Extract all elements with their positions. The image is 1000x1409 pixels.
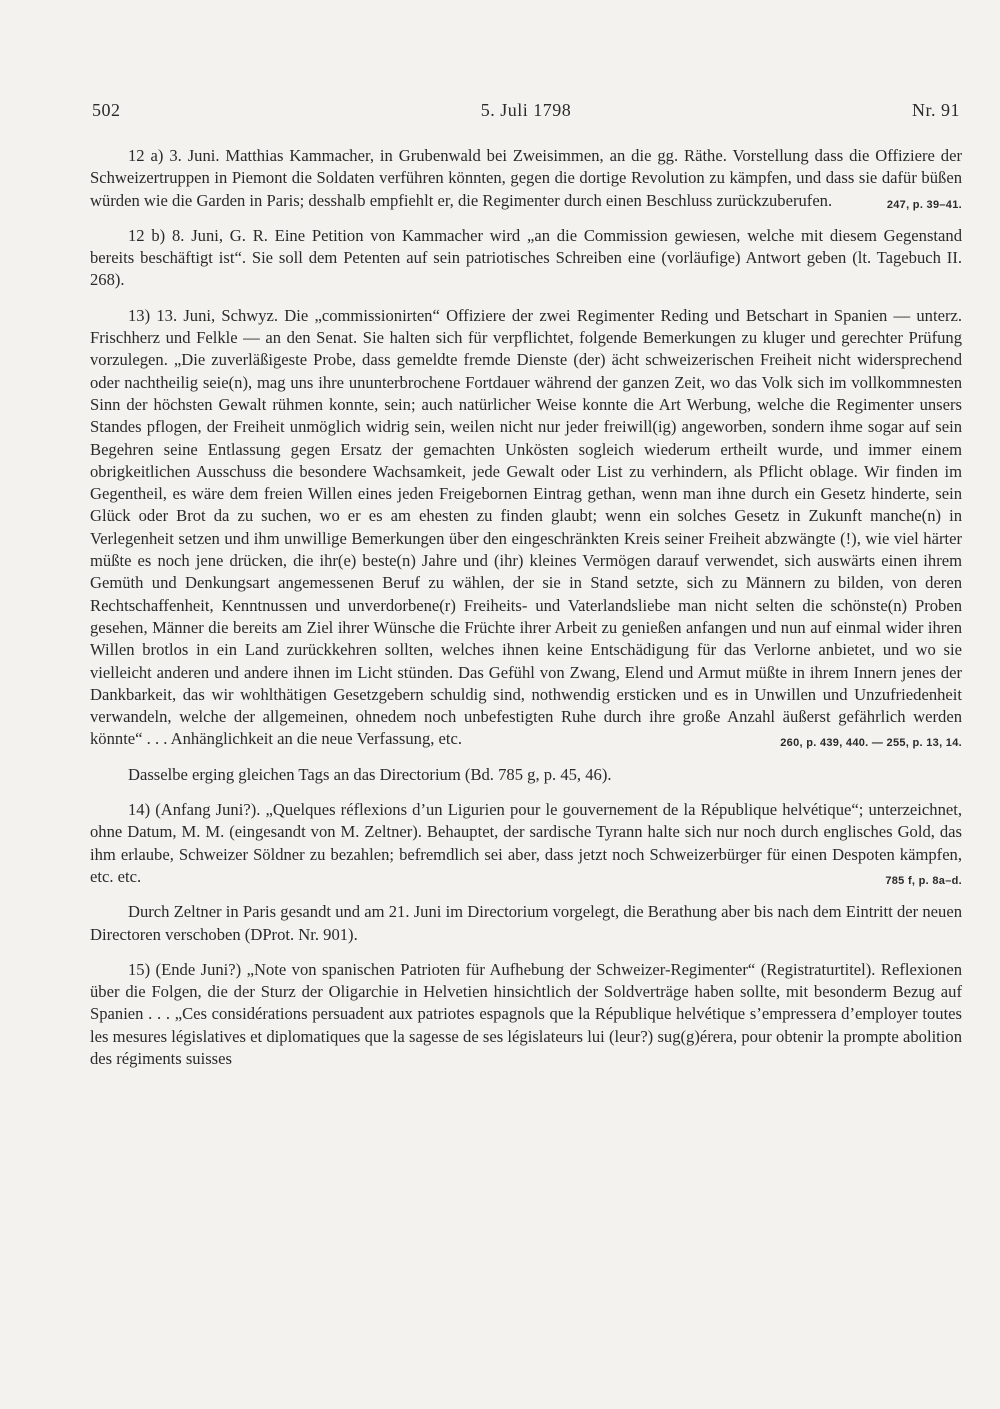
archive-reference: 247, p. 39–41. xyxy=(886,198,962,211)
entry-14-note xyxy=(90,901,962,946)
page-header xyxy=(92,100,960,130)
document-number: Nr. 91 xyxy=(912,100,960,120)
entry-text: Dasselbe erging gleichen Tags an das Directorium (Bd. 785 g, p. 45, 46). xyxy=(128,764,612,784)
entry-13 xyxy=(90,305,962,751)
entry-text: Durch Zeltner in Paris gesandt und am 21. Juni im Directorium vorgelegt, die Berathung aber bis nach dem Eintritt der neuen Directoren verschoben (DProt. Nr. 901). xyxy=(90,902,962,944)
archive-reference: 260, p. 439, 440. — 255, p. 13, 14. xyxy=(780,737,962,750)
page-body xyxy=(90,145,962,1083)
entry-text: 12 b) 8. Juni, G. R. Eine Petition von Kammacher wird „an die Commission gewiesen, welche mit diesem Gegenstand bereits beschäftigt ist“. Sie soll dem Petenten auf sein patriotisches Schreiben eine (vorläufige) Antwort geben (lt. Tagebuch II. 268). xyxy=(90,225,962,290)
header-date: 5. Juli 1798 xyxy=(480,100,572,120)
entry-12a xyxy=(90,145,962,212)
entry-text: 13) 13. Juni, Schwyz. Die „commissionirten“ Offiziere der zwei Regimenter Reding und Betschart in Spanien — unterz. Frischherz und Felkle — an den Senat. Sie halten sich für verpflichtet, folgende Bemerkungen zu kluger und gerechter Prüfung vorzulegen. „Die zuverläßigeste Probe, dass gemeldte fremde Dienste (der) ächt schweizerischen Freiheit nicht widersprechend oder nachtheilig seie(n), mag uns ihre ununterbrochene Fortdauer während der ganzen Zeit, wo das Volk sich im vollkommnesten Sinn der höchsten Gewalt rühmen konnte, sein; auch natürlicher Weise konnte die Art Werbung, welche die Regimenter unsers Standes pflogen, der Freiheit unmöglich widrig sein, weilen nicht nur jeder freiwill(ig) angeworben, sondern ihme sogar auf sein Begehren seine Entlassung gegen Ersatz der gemachten Unkösten sogleich wiederum ertheilt wurde, und immer einem obrigkeitlichen Ausschuss die besondere Wachsamkeit, jede Gewalt oder List zu verhindern, als Pflicht oblage. Wir finden im Gegentheil, es wäre dem freien Willen eines jeden Freigebornen Eintrag gethan, wenn man ihne durch ein Gesetz hinderte, sein Glück oder Brot da zu suchen, wo er es am ehesten zu finden glaubt; wenn ein solches Gesetz in Zukunft manche(n) in Verlegenheit setzen und ihm unwillige Bemerkungen über den eingeschränkten Kreis seiner Freiheit abzwängte (!), wie viel härter müßte es noch jene drücken, die ihr(e) beste(n) Jahre und (ihr) kleines Vermögen darauf verwendet, sich auswärts einen ihrem Gemüth und Denkungsart angemessenen Beruf zu wählen, der sie in Stand setzte, sich zu Männern zu bilden, von deren Rechtschaffenheit, Kenntnussen und unverdorbene(r) Freiheits- und Vaterlandsliebe man nicht selten die schönste(n) Proben gesehen, Männer die bereits am Ziel ihrer Wünsche die Früchte ihrer Arbeit zu genießen anfangen und nun auf einmal wider ihren Willen brotlos in ein Land zurückkehren sollten, welches ihnen keine Entschädigung für das Verlorne anbietet, und wo sie vielleicht anderen und andere ihnen im Licht stünden. Das Gefühl von Zwang, Elend und Armut müßte in ihrem Innern jenes der Dankbarkeit, das wir wohlthätigen Gesetzgebern schuldig sind, nothwendig ersticken und es in Unwillen und Unzufriedenheit verwandeln, welche der allgemeinen, ohnedem noch unbefestigten Ruhe durch ihre große Anzahl äußerst gefährlich werden könnte“ . . . Anhänglichkeit an die neue Verfassung, etc. xyxy=(90,305,962,749)
entry-text: 12 a) 3. Juni. Matthias Kammacher, in Grubenwald bei Zweisimmen, an die gg. Räthe. Vorstellung dass die Offiziere der Schweizertruppen in Piemont die Soldaten verführen könnten, gegen die dortige Revolution zu kämpfen, und dass sie dafür büßen würden wie die Garden in Paris; desshalb empfiehlt er, die Regimenter durch einen Beschluss zurückzuberufen. xyxy=(90,146,962,210)
entry-text: 14) (Anfang Juni?). „Quelques réflexions d’un Ligurien pour le gouvernement de la République helvétique“; unterzeichnet, ohne Datum, M. M. (eingesandt von M. Zeltner). Behauptet, der sardische Tyrann halte sich nur noch durch englisches Gold, das ihm erlaube, Schweizer Söldner zu bezahlen; befremdlich sei aber, dass jetzt noch Schweizerbürger für einen Despoten kämpfen, etc. etc. xyxy=(90,800,962,886)
entry-15 xyxy=(90,959,962,1070)
entry-text: 15) (Ende Juni?) „Note von spanischen Patrioten für Aufhebung der Schweizer-Regimenter“ (Registraturtitel). Reflexionen über die Folgen, die der Sturz der Oligarchie in Helvetien hinsichtlich der Soldverträge haben sollte, mit besonderm Bezug auf Spanien . . . „Ces considérations persuadent aux patriotes espagnols que la République helvétique s’empressera d’employer toutes les mesures législatives et diplomatiques que la sagesse de ses législateurs lui (leur?) sug(g)érera, pour obtenir la prompte abolition des régiments suisses xyxy=(90,959,962,1068)
page-number: 502 xyxy=(92,100,121,120)
entry-14 xyxy=(90,799,962,888)
archive-reference: 785 f, p. 8a–d. xyxy=(885,874,962,887)
entry-13-note xyxy=(90,764,962,786)
entry-12b xyxy=(90,225,962,292)
